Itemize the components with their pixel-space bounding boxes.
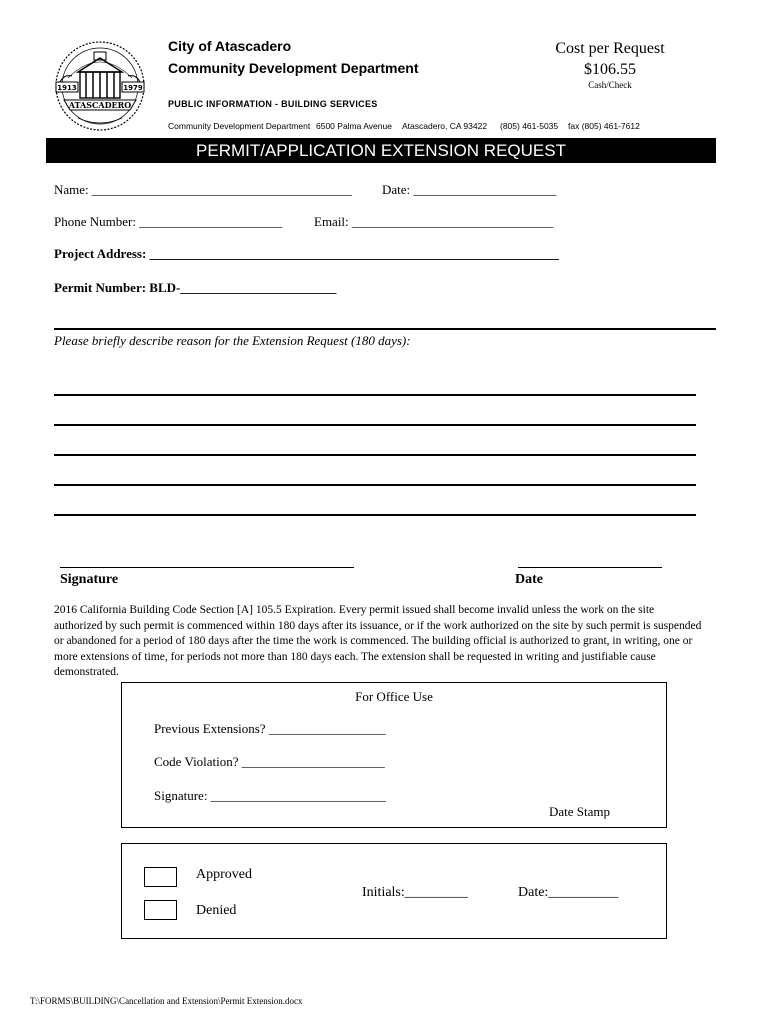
office-use-title: For Office Use (355, 689, 433, 704)
signature-line[interactable] (60, 567, 354, 568)
signature-label: Signature (60, 572, 119, 587)
footer-file-path: T:\FORMS\BUILDING\Cancellation and Extension\Permit Extension.docx (30, 996, 303, 1006)
previous-extensions-field[interactable]: Previous Extensions? __________________ (154, 721, 386, 736)
seal-year-left: 1913 (57, 84, 77, 92)
section-divider (54, 328, 716, 330)
code-violation-field[interactable]: Code Violation? ______________________ (154, 754, 385, 769)
email-field[interactable]: Email: _______________________________ (314, 214, 554, 229)
permit-number-field[interactable]: Permit Number: BLD-________________________ (54, 280, 337, 295)
denied-checkbox[interactable] (144, 900, 177, 920)
contact-address: 6500 Palma Avenue (316, 121, 392, 131)
denied-label: Denied (196, 903, 237, 918)
form-title-bar: PERMIT/APPLICATION EXTENSION REQUEST (46, 138, 716, 163)
seal-banner-text: ATASCADERO (68, 100, 132, 110)
code-section-paragraph: 2016 California Building Code Section [A] 105.5 Expiration. Every permit issued shall become invalid unless the work on the site authorized by such permit is commenced within 180 days after its issuance, or if the work authorized on the site by such permit is suspended or abandoned for a period of 180 days after the time the work is commenced. The building official is authorized to grant, in writing, one or more extensions of time, for periods not more than 180 days each. The extension shall be requested in writing and justifiable cause demonstrated. (54, 604, 702, 678)
date-label: Date (515, 572, 543, 587)
phone-field[interactable]: Phone Number: ______________________ (54, 214, 283, 229)
reason-line[interactable] (54, 424, 696, 426)
cost-value: $106.55 (584, 61, 636, 78)
approved-checkbox[interactable] (144, 867, 177, 887)
approval-date-field[interactable]: Date:__________ (518, 885, 619, 900)
division-name: PUBLIC INFORMATION - BUILDING SERVICES (168, 99, 378, 109)
seal-year-right: 1979 (123, 84, 143, 92)
reason-line[interactable] (54, 484, 696, 486)
office-signature-field[interactable]: Signature: ___________________________ (154, 788, 387, 803)
approved-label: Approved (196, 867, 252, 882)
city-name: City of Atascadero (168, 38, 292, 54)
payment-methods: Cash/Check (588, 80, 632, 90)
contact-city: Atascadero, CA 93422 (402, 121, 488, 131)
city-seal-logo (50, 38, 150, 134)
cost-label: Cost per Request (555, 40, 665, 57)
reason-line[interactable] (54, 514, 696, 516)
reason-line[interactable] (54, 454, 696, 456)
name-field[interactable]: Name: ________________________________________ (54, 182, 352, 197)
reason-line[interactable] (54, 394, 696, 396)
initials-field[interactable]: Initials:_________ (362, 885, 468, 900)
department-name: Community Development Department (168, 60, 419, 76)
reason-prompt: Please briefly describe reason for the Extension Request (180 days): (54, 333, 411, 348)
project-address-field[interactable]: Project Address: _______________________________________________________________ (54, 246, 560, 261)
contact-fax: fax (805) 461-7612 (568, 121, 640, 131)
contact-phone: (805) 461-5035 (500, 121, 559, 131)
date-line[interactable] (518, 567, 662, 568)
contact-dept: Community Development Department (168, 121, 311, 131)
date-field[interactable]: Date: ______________________ (382, 182, 557, 197)
date-stamp-label: Date Stamp (549, 804, 611, 819)
